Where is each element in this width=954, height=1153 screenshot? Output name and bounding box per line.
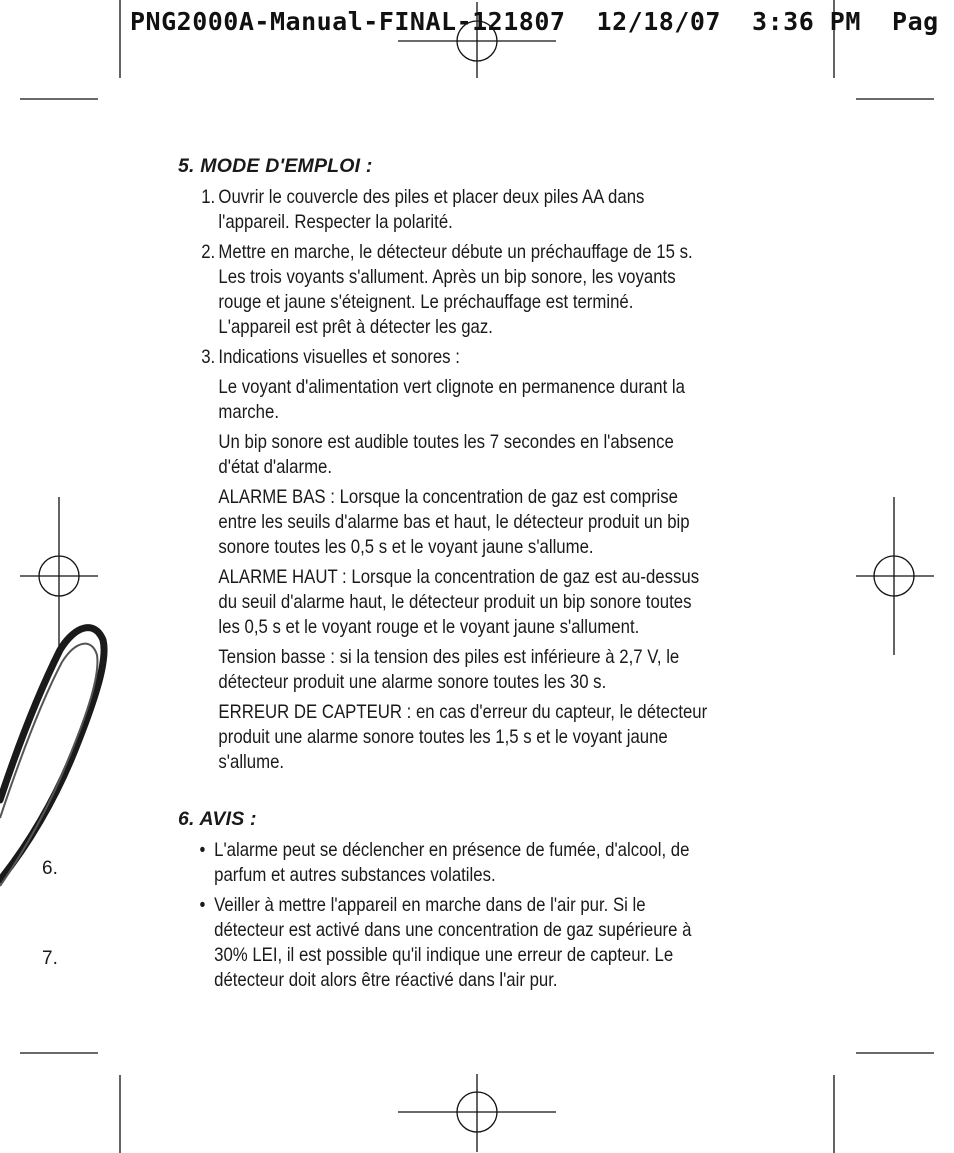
step-3 xyxy=(178,345,771,370)
para-line: d'état d'alarme. xyxy=(218,456,333,478)
margin-number-6: 6. xyxy=(42,858,58,879)
step-1 xyxy=(178,185,771,235)
sensor-error-paragraph xyxy=(178,700,771,775)
para-line: entre les seuils d'alarme bas et haut, le détecteur produit un bip xyxy=(218,511,690,533)
step-line: L'appareil est prêt à détecter les gaz. xyxy=(218,316,493,338)
step-line: Les trois voyants s'allument. Après un bip sonore, les voyants xyxy=(218,266,676,288)
margin-number-7: 7. xyxy=(42,948,58,969)
notice-bullet-2 xyxy=(178,893,771,993)
para-line: sonore toutes les 0,5 s et le voyant jaune s'allume. xyxy=(218,536,594,558)
indicator-green-led-paragraph xyxy=(178,375,771,425)
step-2 xyxy=(178,240,771,340)
step-line: Mettre en marche, le détecteur débute un préchauffage de 15 s. xyxy=(218,241,693,263)
para-line: Le voyant d'alimentation vert clignote en permanence durant la xyxy=(218,376,685,398)
para-line: s'allume. xyxy=(218,751,285,773)
bullet-icon: • xyxy=(199,894,206,916)
para-line: Un bip sonore est audible toutes les 7 secondes en l'absence xyxy=(218,431,674,453)
standby-beep-paragraph xyxy=(178,430,771,480)
para-line: ALARME BAS : Lorsque la concentration de gaz est comprise xyxy=(218,486,678,508)
registration-target-left-icon xyxy=(20,497,98,655)
notice-bullet-1 xyxy=(178,838,771,888)
bullet-line: détecteur doit alors être réactivé dans l'air pur. xyxy=(214,969,558,991)
para-line: ALARME HAUT : Lorsque la concentration de gaz est au-dessus xyxy=(218,566,700,588)
bullet-line: L'alarme peut se déclencher en présence de fumée, d'alcool, de xyxy=(214,839,690,861)
para-line: marche. xyxy=(218,401,280,423)
para-line: Tension basse : si la tension des piles est inférieure à 2,7 V, le xyxy=(218,646,680,668)
section-5-heading: 5. MODE D'EMPLOI : xyxy=(178,155,373,177)
printer-slug-line: PNG2000A-Manual-FINAL-121807 12/18/07 3:36 PM Pag xyxy=(130,7,939,36)
registration-target-bottom-icon xyxy=(398,1074,556,1152)
para-line: ERREUR DE CAPTEUR : en cas d'erreur du capteur, le détecteur xyxy=(218,701,708,723)
section-5-body xyxy=(178,185,771,775)
section-6-body xyxy=(178,838,771,993)
para-line: du seuil d'alarme haut, le détecteur produit un bip sonore toutes xyxy=(218,591,692,613)
para-line: les 0,5 s et le voyant rouge et le voyant jaune s'allument. xyxy=(218,616,640,638)
high-alarm-paragraph xyxy=(178,565,771,640)
step-number: 3. xyxy=(201,346,216,368)
low-voltage-paragraph xyxy=(178,645,771,695)
para-line: produit une alarme sonore toutes les 1,5 s et le voyant jaune xyxy=(218,726,668,748)
bullet-line: Veiller à mettre l'appareil en marche dans de l'air pur. Si le xyxy=(214,894,646,916)
step-line: Indications visuelles et sonores : xyxy=(218,346,460,368)
registration-target-right-icon xyxy=(856,497,934,655)
low-alarm-paragraph xyxy=(178,485,771,560)
bullet-line: parfum et autres substances volatiles. xyxy=(214,864,496,886)
section-6-heading: 6. AVIS : xyxy=(178,808,257,830)
step-line: rouge et jaune s'éteignent. Le préchauffage est terminé. xyxy=(218,291,634,313)
step-line: l'appareil. Respecter la polarité. xyxy=(218,211,453,233)
lanyard-strap-icon xyxy=(0,628,104,886)
para-line: détecteur produit une alarme sonore toutes les 30 s. xyxy=(218,671,607,693)
instructions-column xyxy=(178,152,778,993)
step-number: 2. xyxy=(201,241,216,263)
step-line: Ouvrir le couvercle des piles et placer deux piles AA dans xyxy=(218,186,645,208)
step-number: 1. xyxy=(201,186,216,208)
bullet-line: détecteur est activé dans une concentration de gaz supérieure à xyxy=(214,919,692,941)
bullet-icon: • xyxy=(199,839,206,861)
bullet-line: 30% LEI, il est possible qu'il indique une erreur de capteur. Le xyxy=(214,944,674,966)
